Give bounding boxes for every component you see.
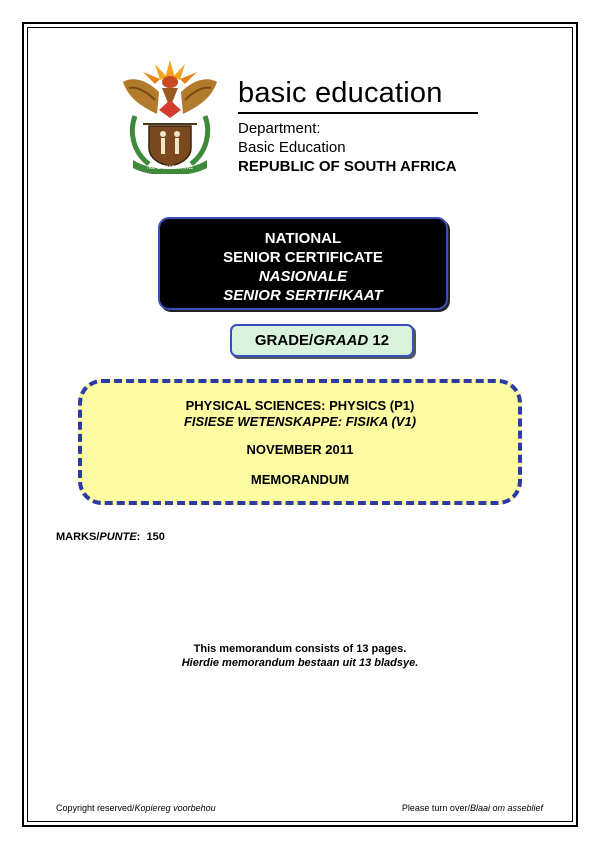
certificate-line-3 [160,267,446,286]
subject-box [78,379,522,505]
certificate-line-3-text: NASIONALE [258,268,348,285]
department-name: Basic Education [238,138,346,156]
department-label: Department: [238,119,321,137]
marks-label-en: MARKS/ [56,531,100,543]
document-type: MEMORANDUM [250,472,350,487]
marks-value: 150 [146,531,165,543]
department-brand [238,76,483,176]
brand-divider [238,112,478,114]
country-name: REPUBLIC OF SOUTH AFRICA [238,157,457,175]
marks-label-af: PUNTE [99,531,137,543]
coat-of-arms-motto: !KE E: /XARRA //KE [146,165,194,171]
exam-date: NOVEMBER 2011 [246,442,354,457]
right-wing [181,79,217,114]
footer-copyright-af: Kopiereg voorbehou [134,803,216,813]
page-count-en: This memorandum consists of 13 pages. [193,643,407,655]
brand-title: basic education [238,77,443,109]
footer-turn-over [402,803,543,813]
grade-number: 12 [372,332,390,349]
left-wing [123,79,159,114]
certificate-line-4-text: SENIOR SERTIFIKAAT [223,287,383,304]
marks-colon: : [136,531,141,543]
page-count-af: Hierdie memorandum bestaan uit 13 bladsye. [181,657,419,669]
grade-box [230,324,414,357]
coat-of-arms-icon [115,52,225,174]
certificate-line-4 [160,286,446,305]
grade-label-en: GRADE/ [254,332,314,349]
grade-label-af: GRAAD [313,332,369,349]
footer-copyright [56,803,216,813]
certificate-line-2: SENIOR CERTIFICATE [223,249,383,266]
marks-line [56,531,165,543]
footer-turn-over-en: Please turn over/ [401,803,470,813]
page-count-note [0,642,600,670]
certificate-line-1: NATIONAL [264,230,342,247]
footer-turn-over-af: Blaai om asseblief [469,803,543,813]
footer-copyright-en: Copyright reserved/ [56,803,135,813]
shield [149,126,191,166]
subject-title-en: PHYSICAL SCIENCES: PHYSICS (P1) [185,398,415,413]
certificate-title-box [158,217,448,310]
subject-title-af: FISIESE WETENSKAPPE: FISIKA (V1) [183,414,417,429]
